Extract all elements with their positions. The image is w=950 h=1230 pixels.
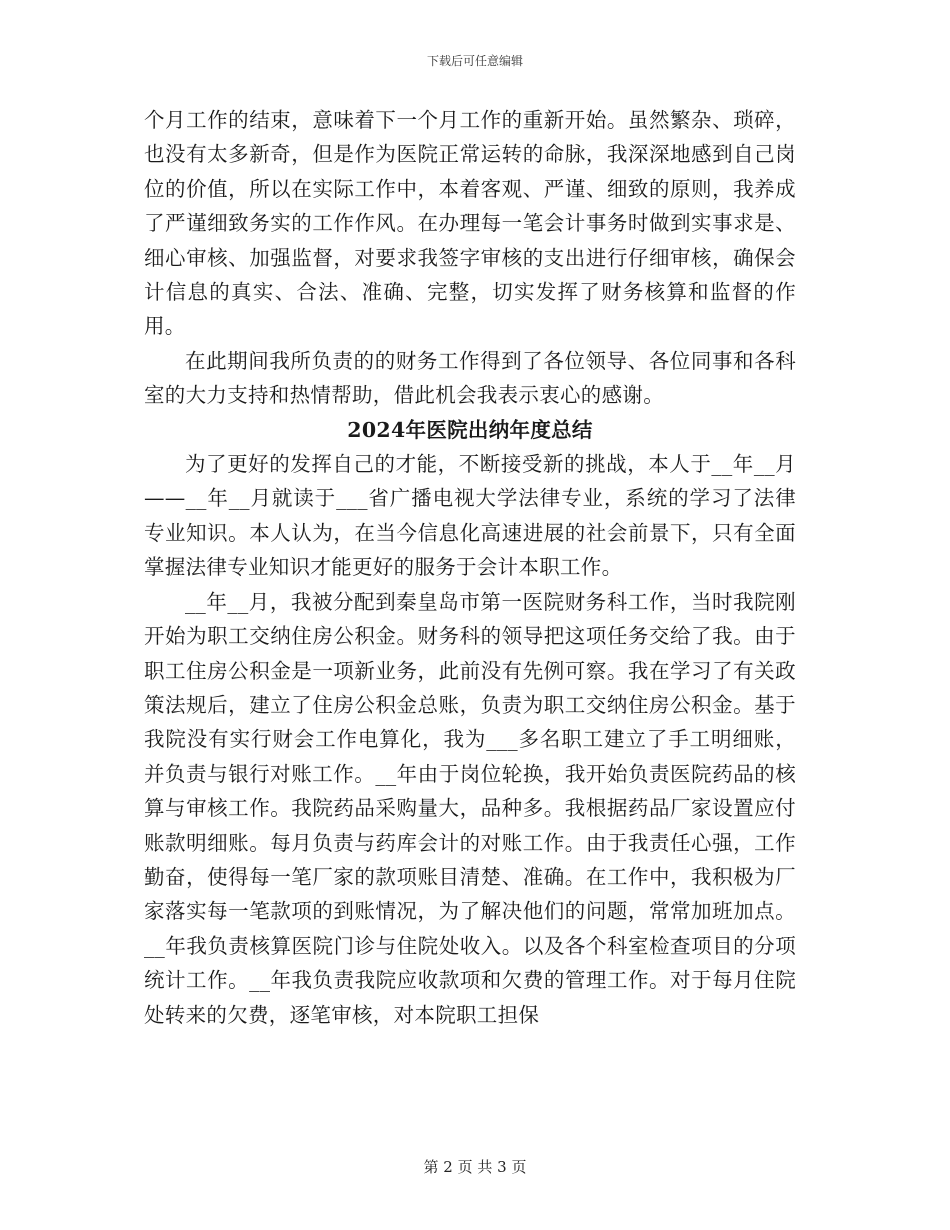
paragraph: 为了更好的发挥自己的才能，不断接受新的挑战，本人于__年__月——__年__月就读于___省广播电视大学法律专业，系统的学习了法律专业知识。本人认为，在当今信息化高速进展的社会前景下，只有全面掌握法律专业知识才能更好的服务于会计本职工作。 — [144, 452, 796, 580]
paragraph: 在此期间我所负责的的财务工作得到了各位领导、各位同事和各科室的大力支持和热情帮助，借此机会我表示衷心的感谢。 — [144, 348, 796, 408]
paragraph: __年__月，我被分配到秦皇岛市第一医院财务科工作，当时我院刚开始为职工交纳住房公积金。财务科的领导把这项任务交给了我。由于职工住房公积金是一项新业务，此前没有先例可察。我在学习了有关政策法规后，建立了住房公积金总账，负责为职工交纳住房公积金。基于我院没有实行财会工作电算化，我为___多名职工建立了手工明细账，并负责与银行对账工作。__年由于岗位轮换，我开始负责医院药品的核算与审核工作。我院药品采购量大，品种多。我根据药品厂家设置应付账款明细账。每月负责与药库会计的对账工作。由于我责任心强，工作勤奋，使得每一笔厂家的款项账目清楚、准确。在工作中，我积极为厂家落实每一笔款项的到账情况，为了解决他们的问题，常常加班加点。__年我负责核算医院门诊与住院处收入。以及各个科室检查项目的分项统计工作。__年我负责我院应收款项和欠费的管理工作。对于每月住院处转来的欠费，逐笔审核，对本院职工担保 — [144, 589, 796, 1027]
page-header: 下载后可任意编辑 — [426, 54, 523, 68]
page-footer: 第 2 页 共 3 页 — [423, 1158, 527, 1176]
paragraph: 个月工作的结束，意味着下一个月工作的重新开始。虽然繁杂、琐碎，也没有太多新奇，但是作为医院正常运转的命脉，我深深地感到自己岗位的价值，所以在实际工作中，本着客观、严谨、细致的原则，我养成了严谨细致务实的工作作风。在办理每一笔会计事务时做到实事求是、细心审核、加强监督，对要求我签字审核的支出进行仔细审核，确保会计信息的真实、合法、准确、完整，切实发挥了财务核算和监督的作用。 — [144, 108, 796, 339]
document-body — [144, 103, 796, 1032]
section-title: 2024年医院出纳年度总结 — [347, 417, 593, 442]
